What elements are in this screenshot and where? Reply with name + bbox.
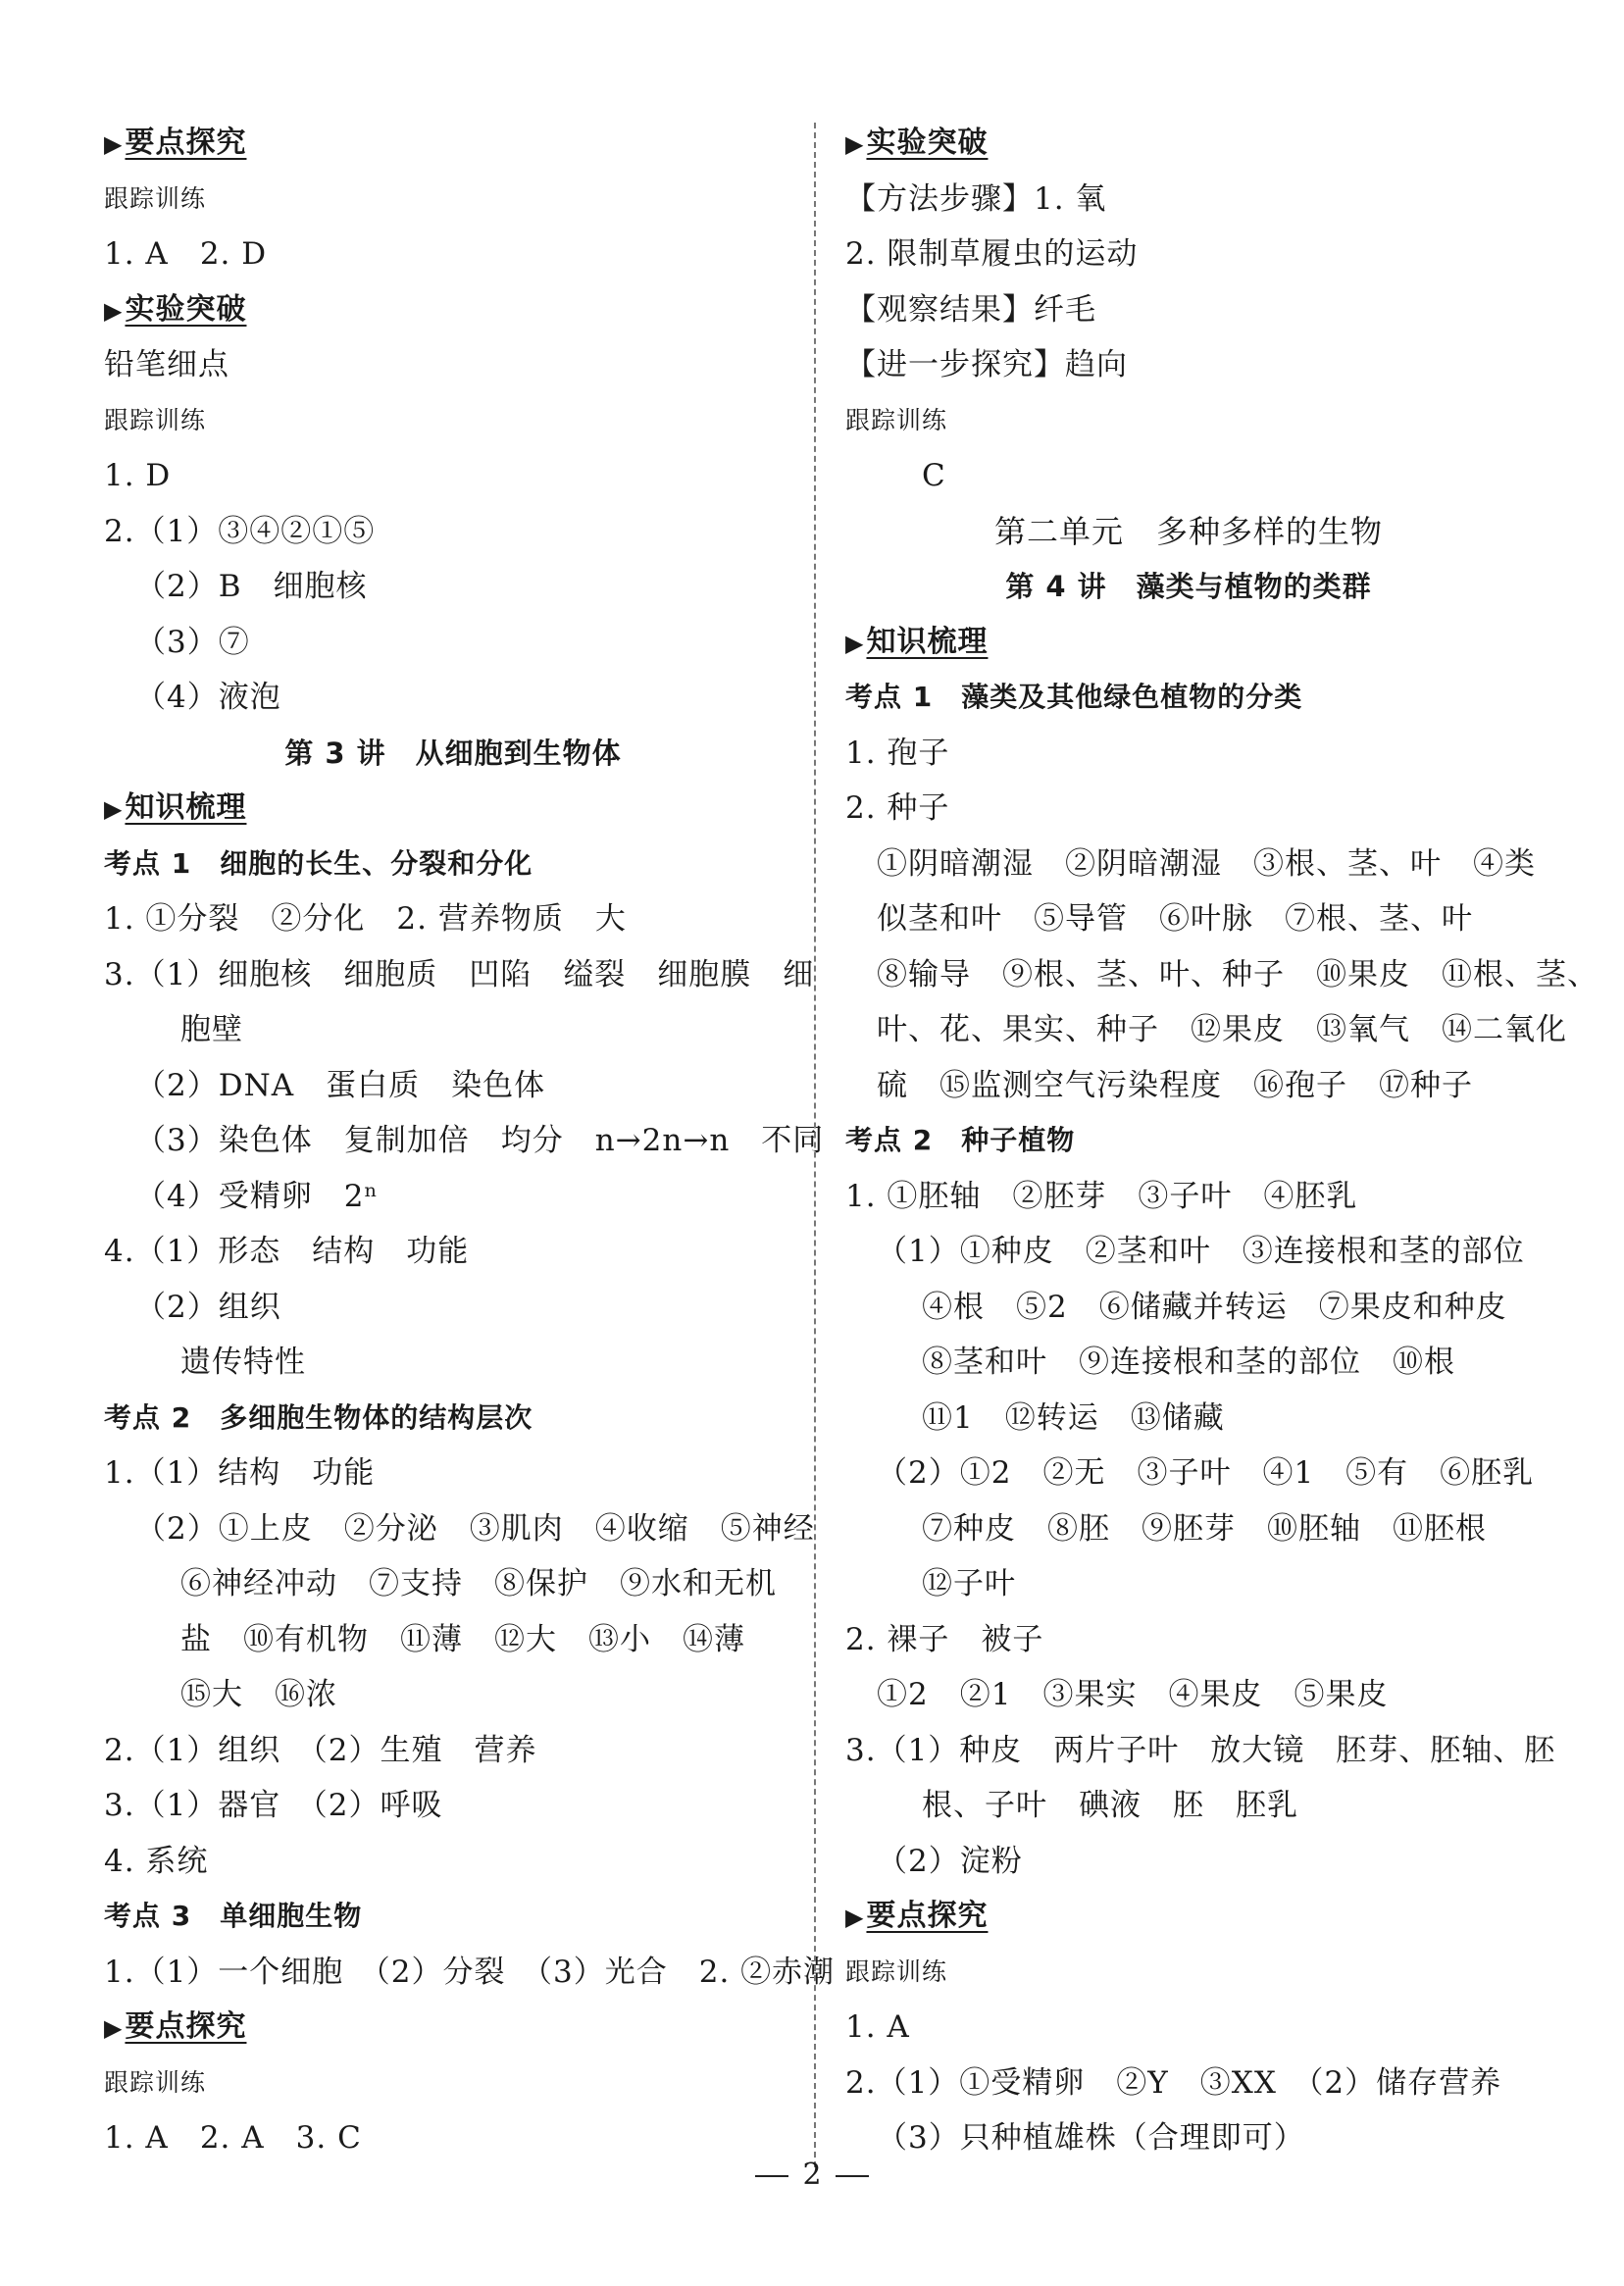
- answer-line: 2.（1）③④②①⑤: [104, 513, 376, 549]
- answer-line: ①2 ②1 ③果实 ④果皮 ⑤果皮: [877, 1677, 1389, 1712]
- answer-line: （3）只种植雄株（合理即可）: [877, 2120, 1305, 2156]
- answer-line: ⑧茎和叶 ⑨连接根和茎的部位 ⑩根: [922, 1345, 1455, 1380]
- answer-line: ⑧输导 ⑨根、茎、叶、种子 ⑩果皮 ⑪根、茎、: [877, 956, 1599, 992]
- triangle-icon: ▶: [104, 2014, 124, 2042]
- answer-line: ④根 ⑤2 ⑥储藏并转运 ⑦果皮和种皮: [922, 1289, 1507, 1325]
- answer-line: （4）液泡: [135, 680, 281, 715]
- kaodian-heading: 考点 2 种子植物: [845, 1124, 1076, 1156]
- section-heading: [104, 781, 802, 837]
- answer-line: 似茎和叶 ⑤导管 ⑥叶脉 ⑦根、茎、叶: [877, 901, 1473, 937]
- answer-line: （2）组织: [135, 1289, 281, 1325]
- answer-line: 2. 限制草履虫的运动: [845, 236, 1139, 272]
- answer-line: 硫 ⑮监测空气污染程度 ⑯孢子 ⑰种子: [877, 1067, 1473, 1103]
- section-heading: [104, 116, 802, 172]
- answer-line: 1. A 2. D: [104, 236, 268, 272]
- answer-line: 1. A 2. A 3. C: [104, 2120, 362, 2156]
- section-heading-text: 实验突破: [125, 291, 247, 327]
- answer-line: 4.（1）形态 结构 功能: [104, 1234, 470, 1269]
- kaodian-heading: 考点 1 细胞的长生、分裂和分化: [104, 846, 533, 880]
- answer-line: 1.（1）一个细胞 （2）分裂 （3）光合 2. ②赤潮: [104, 1954, 836, 1990]
- answer-line: 根、子叶 碘液 胚 胚乳: [922, 1788, 1298, 1823]
- section-heading: [845, 615, 1532, 671]
- kaodian-heading: 考点 3 单细胞生物: [104, 1900, 363, 1932]
- answer-line: （2）①上皮 ②分泌 ③肌肉 ④收缩 ⑤神经: [135, 1510, 815, 1547]
- answer-line: ⑮大 ⑯浓: [180, 1677, 337, 1712]
- answer-line: （3）染色体 复制加倍 均分 n→2n→n 不同: [135, 1123, 825, 1158]
- answer-line: 3.（1）种皮 两片子叶 放大镜 胚芽、胚轴、胚: [845, 1732, 1556, 1768]
- answer-line: 3.（1）细胞核 细胞质 凹陷 缢裂 细胞膜 细: [104, 956, 815, 992]
- answer-line: 1.（1）结构 功能: [104, 1455, 376, 1491]
- lecture-title: 第 3 讲 从细胞到生物体: [284, 736, 622, 770]
- answer-line: 【进一步探究】趋向: [845, 347, 1128, 382]
- lecture-title: 第 4 讲 藻类与植物的类群: [1005, 570, 1372, 603]
- triangle-icon: ▶: [104, 795, 124, 823]
- section-heading-text: 实验突破: [866, 126, 989, 160]
- subheading-label: 跟踪训练: [104, 2067, 207, 2097]
- answer-line: 2.（1）组织 （2）生殖 营养: [104, 1732, 537, 1768]
- answer-line: 1. A: [845, 2009, 910, 2045]
- answer-line: （2）B 细胞核: [135, 569, 368, 604]
- triangle-icon: ▶: [845, 629, 865, 657]
- answer-line: ①阴暗潮湿 ②阴暗潮湿 ③根、茎、叶 ④类: [877, 845, 1536, 882]
- section-heading-text: 知识梳理: [866, 624, 989, 659]
- footer-dash-right: [836, 2175, 869, 2177]
- answer-line: 1. ①胚轴 ②胚芽 ③子叶 ④胚乳: [845, 1178, 1358, 1214]
- answer-line: 【观察结果】纤毛: [845, 291, 1096, 328]
- answer-line: 叶、花、果实、种子 ⑫果皮 ⑬氧气 ⑭二氧化: [877, 1012, 1567, 1047]
- section-heading: [845, 116, 1532, 172]
- answer-line: ⑪1 ⑫转运 ⑬储藏: [922, 1399, 1225, 1436]
- answer-line: （2）淀粉: [877, 1843, 1023, 1879]
- answer-line: （1）①种皮 ②茎和叶 ③连接根和茎的部位: [877, 1234, 1525, 1269]
- answer-line: 铅笔细点: [104, 347, 229, 382]
- section-heading-text: 要点探究: [125, 2009, 247, 2044]
- answer-line: 1. 孢子: [845, 735, 950, 771]
- subheading-label: 跟踪训练: [845, 405, 948, 434]
- kaodian-heading: 考点 1 藻类及其他绿色植物的分类: [845, 681, 1303, 713]
- answer-line: 胞壁: [180, 1012, 243, 1047]
- subheading-label: 跟踪训练: [845, 1956, 948, 1986]
- answer-line: 2. 裸子 被子: [845, 1621, 1044, 1657]
- answer-line: 2. 种子: [845, 790, 950, 826]
- section-heading: [104, 2000, 802, 2056]
- answer-line: 盐 ⑩有机物 ⑪薄 ⑫大 ⑬小 ⑭薄: [180, 1621, 745, 1657]
- triangle-icon: ▶: [104, 296, 124, 325]
- subheading-label: 跟踪训练: [104, 183, 207, 213]
- triangle-icon: ▶: [104, 130, 124, 158]
- answer-line: C: [922, 458, 946, 493]
- section-heading: [104, 282, 802, 338]
- triangle-icon: ▶: [845, 130, 865, 158]
- section-heading: [845, 1889, 1532, 1945]
- answer-line: 1. D: [104, 458, 172, 493]
- section-heading-text: 要点探究: [125, 126, 247, 160]
- answer-line: 【方法步骤】1. 氧: [845, 180, 1107, 217]
- section-heading-text: 知识梳理: [125, 790, 247, 825]
- left-column: [104, 116, 836, 2166]
- unit-title: 第二单元 多种多样的生物: [993, 512, 1383, 550]
- answer-line: （3）⑦: [135, 624, 250, 660]
- answer-line: 3.（1）器官 （2）呼吸: [104, 1788, 443, 1823]
- triangle-icon: ▶: [845, 1904, 865, 1931]
- answer-line: 4. 系统: [104, 1843, 209, 1879]
- right-column: [845, 116, 1599, 2166]
- answer-line: ⑥神经冲动 ⑦支持 ⑧保护 ⑨水和无机: [180, 1566, 777, 1601]
- answer-line: ⑫子叶: [922, 1566, 1016, 1601]
- footer-dash-left: [755, 2175, 788, 2177]
- answer-line: （2）DNA 蛋白质 染色体: [135, 1067, 546, 1103]
- answer-line: （4）受精卵 2ⁿ: [135, 1178, 379, 1214]
- answer-line: ⑦种皮 ⑧胚 ⑨胚芽 ⑩胚轴 ⑪胚根: [922, 1510, 1487, 1547]
- page-number: 2: [802, 2158, 822, 2192]
- answer-line: （2）①2 ②无 ③子叶 ④1 ⑤有 ⑥胚乳: [877, 1455, 1535, 1491]
- column-divider: [814, 123, 816, 2167]
- subheading-label: 跟踪训练: [104, 405, 207, 434]
- answer-line: 2.（1）①受精卵 ②Y ③XX （2）储存营养: [845, 2064, 1502, 2101]
- answer-line: 1. ①分裂 ②分化 2. 营养物质 大: [104, 901, 627, 937]
- page-footer: [0, 2158, 1624, 2192]
- section-heading-text: 要点探究: [866, 1899, 989, 1933]
- kaodian-heading: 考点 2 多细胞生物体的结构层次: [104, 1400, 533, 1434]
- answer-line: 遗传特性: [180, 1345, 306, 1380]
